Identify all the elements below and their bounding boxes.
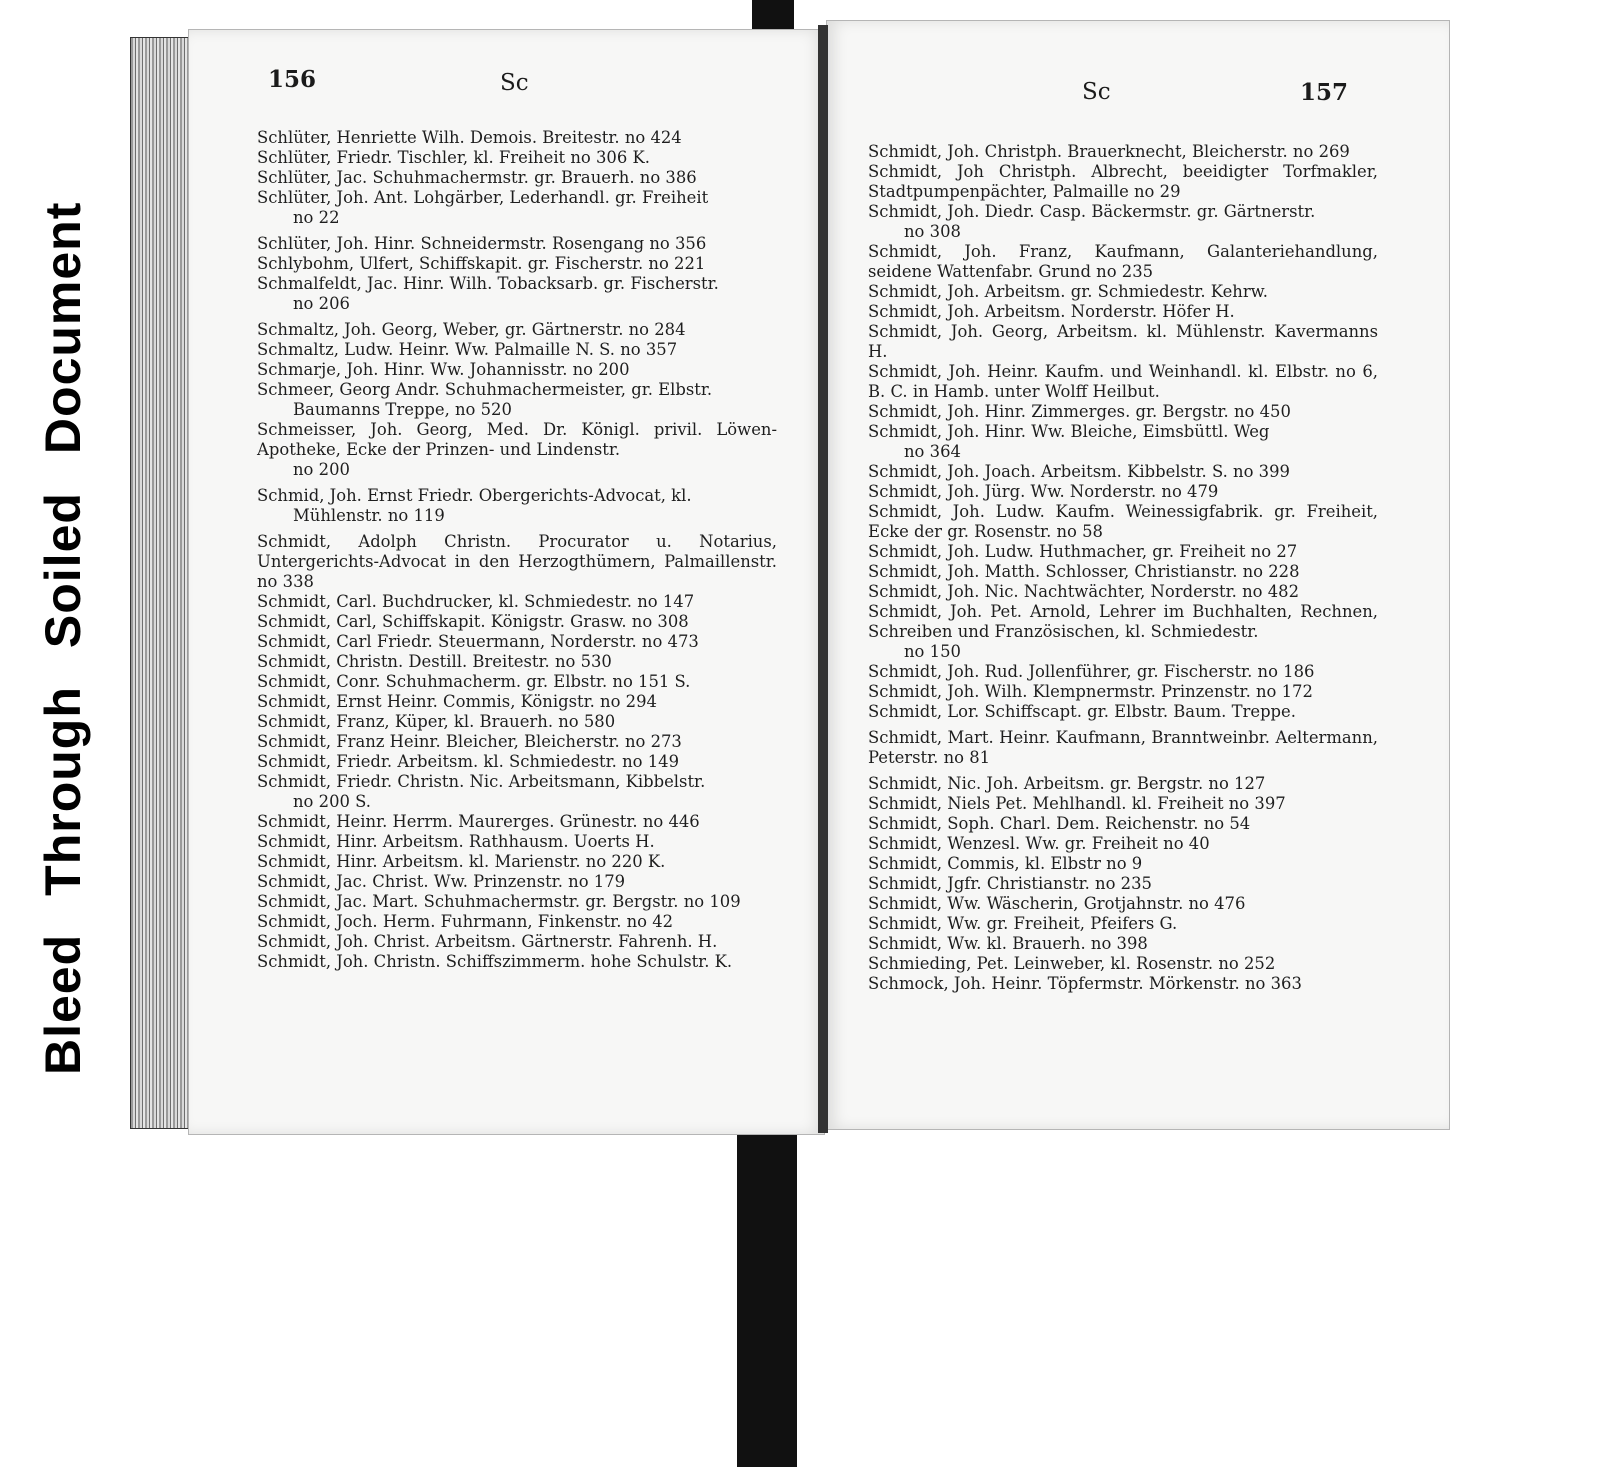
directory-entry [257, 672, 777, 692]
directory-entry [868, 602, 1378, 662]
directory-entry [257, 254, 777, 274]
entry-text: Schmidt, Joh. Jürg. Ww. Norderstr. no 479 [868, 482, 1219, 501]
directory-entry [868, 974, 1378, 994]
directory-entry [868, 874, 1378, 894]
directory-entry [868, 702, 1378, 722]
side-label-word: Soiled [35, 492, 91, 649]
entry-text: Schlüter, Friedr. Tischler, kl. Freiheit no 306 K. [257, 148, 650, 167]
entry-text: Schmidt, Ww. Wäscherin, Grotjahnstr. no 476 [868, 894, 1246, 913]
directory-entry [868, 814, 1378, 834]
directory-entry [257, 732, 777, 752]
directory-entry [257, 486, 777, 526]
side-label-word: Through [35, 686, 91, 896]
directory-entry [868, 422, 1378, 462]
entry-text: Schmidt, Ww. gr. Freiheit, Pfeifers G. [868, 914, 1178, 933]
entry-continuation: Baumanns Treppe, no 520 [293, 400, 512, 419]
entry-text: Schmidt, Carl, Schiffskapit. Königstr. Grasw. no 308 [257, 612, 689, 631]
entry-text: Schmock, Joh. Heinr. Töpfermstr. Mörkenstr. no 363 [868, 974, 1302, 993]
directory-entry [868, 282, 1378, 302]
directory-entry [257, 168, 777, 188]
directory-entry [868, 362, 1378, 402]
entry-text: Schmidt, Joh. Franz, Kaufmann, Galanteriehandlung, seidene Wattenfabr. Grund no 235 [868, 242, 1378, 281]
directory-entry [257, 832, 777, 852]
directory-entry [257, 592, 777, 612]
directory-entry [257, 812, 777, 832]
entry-continuation: Mühlenstr. no 119 [293, 506, 445, 525]
entry-text: Schmidt, Adolph Christn. Procurator u. Notarius, Untergerichts-Advocat in den Herzogthümern, Palmaillenstr. no 338 [257, 532, 777, 591]
directory-entry [257, 360, 777, 380]
entry-text: Schmidt, Mart. Heinr. Kaufmann, Branntweinbr. Aeltermann, Peterstr. no 81 [868, 728, 1378, 767]
entry-text: Schmarje, Joh. Hinr. Ww. Johannisstr. no 200 [257, 360, 630, 379]
side-label-word: Document [35, 201, 91, 455]
entry-text: Schmidt, Joh. Christn. Schiffszimmerm. hohe Schulstr. K. [257, 952, 733, 971]
directory-entry [257, 532, 777, 592]
entry-text: Schmidt, Franz Heinr. Bleicher, Bleicherstr. no 273 [257, 732, 682, 751]
right-running-head: Sc [1082, 79, 1111, 105]
entry-text: Schmidt, Nic. Joh. Arbeitsm. gr. Bergstr. no 127 [868, 774, 1266, 793]
directory-entry [868, 934, 1378, 954]
entry-text: Schmidt, Commis, kl. Elbstr no 9 [868, 854, 1143, 873]
entry-text: Schmidt, Hinr. Arbeitsm. Rathhausm. Uoerts H. [257, 832, 655, 851]
entry-text: Schmidt, Joh. Ludw. Kaufm. Weinessigfabrik. gr. Freiheit, Ecke der gr. Rosenstr. no 58 [868, 502, 1378, 541]
entry-text: Schmidt, Joh. Rud. Jollenführer, gr. Fischerstr. no 186 [868, 662, 1315, 681]
entry-text: Schmidt, Franz, Küper, kl. Brauerh. no 580 [257, 712, 616, 731]
entry-text: Schmidt, Joh. Nic. Nachtwächter, Norderstr. no 482 [868, 582, 1300, 601]
directory-entry [257, 128, 777, 148]
directory-entry [257, 148, 777, 168]
directory-entry [257, 932, 777, 952]
entry-text: Schlüter, Joh. Hinr. Schneidermstr. Rosengang no 356 [257, 234, 707, 253]
side-label [28, 75, 98, 1075]
directory-entry [868, 402, 1378, 422]
directory-entry [257, 852, 777, 872]
entry-text: Schlüter, Jac. Schuhmachermstr. gr. Brauerh. no 386 [257, 168, 697, 187]
entry-continuation: no 200 S. [293, 792, 371, 811]
directory-entry [257, 632, 777, 652]
directory-entry [257, 772, 777, 812]
entry-text: Schmidt, Friedr. Arbeitsm. kl. Schmiedestr. no 149 [257, 752, 680, 771]
entry-text: Schmidt, Niels Pet. Mehlhandl. kl. Freiheit no 397 [868, 794, 1286, 813]
entry-text: Schmidt, Joh. Arbeitsm. gr. Schmiedestr. Kehrw. [868, 282, 1268, 301]
directory-entry [257, 952, 777, 972]
entry-text: Schmidt, Carl Friedr. Steuermann, Norderstr. no 473 [257, 632, 699, 651]
directory-entry [868, 302, 1378, 322]
directory-entry [868, 774, 1378, 794]
entry-text: Schlüter, Henriette Wilh. Demois. Breitestr. no 424 [257, 128, 682, 147]
directory-entry [257, 320, 777, 340]
entry-continuation: no 150 [904, 642, 961, 661]
directory-entry [257, 892, 777, 912]
directory-entry [257, 188, 777, 228]
entry-text: Schmidt, Jac. Christ. Ww. Prinzenstr. no 179 [257, 872, 626, 891]
directory-entry [257, 872, 777, 892]
directory-entry [257, 712, 777, 732]
entry-text: Schmeisser, Joh. Georg, Med. Dr. Königl. privil. Löwen-Apotheke, Ecke der Prinzen- und Lindenstr. [257, 420, 777, 459]
right-entries-list [868, 142, 1378, 994]
directory-entry [257, 752, 777, 772]
left-running-head: Sc [500, 70, 529, 96]
entry-text: Schmidt, Lor. Schiffscapt. gr. Elbstr. Baum. Treppe. [868, 702, 1296, 721]
directory-entry [868, 502, 1378, 542]
entry-text: Schmalfeldt, Jac. Hinr. Wilh. Tobacksarb. gr. Fischerstr. [257, 274, 719, 293]
entry-continuation: no 308 [904, 222, 961, 241]
entry-text: Schmidt, Joh. Arbeitsm. Norderstr. Höfer H. [868, 302, 1235, 321]
entry-text: Schmidt, Joh. Heinr. Kaufm. und Weinhandl. kl. Elbstr. no 6, B. C. in Hamb. unter Wolff Heilbut. [868, 362, 1378, 401]
entry-text: Schmidt, Joh. Hinr. Zimmerges. gr. Bergstr. no 450 [868, 402, 1291, 421]
directory-entry [868, 482, 1378, 502]
directory-entry [257, 612, 777, 632]
directory-entry [868, 202, 1378, 242]
entry-text: Schmaltz, Joh. Georg, Weber, gr. Gärtnerstr. no 284 [257, 320, 686, 339]
entry-text: Schmeer, Georg Andr. Schuhmachermeister, gr. Elbstr. [257, 380, 713, 399]
entry-text: Schmidt, Joh. Matth. Schlosser, Christianstr. no 228 [868, 562, 1300, 581]
left-entries-list [257, 128, 777, 972]
directory-entry [868, 662, 1378, 682]
directory-entry [868, 854, 1378, 874]
entry-text: Schmidt, Conr. Schuhmacherm. gr. Elbstr. no 151 S. [257, 672, 691, 691]
entry-text: Schmidt, Joh. Georg, Arbeitsm. kl. Mühlenstr. Kavermanns H. [868, 322, 1378, 361]
page-edges [130, 37, 192, 1129]
entry-continuation: no 200 [293, 460, 350, 479]
directory-entry [868, 562, 1378, 582]
directory-entry [868, 834, 1378, 854]
entry-text: Schmidt, Jgfr. Christianstr. no 235 [868, 874, 1152, 893]
directory-entry [257, 912, 777, 932]
entry-text: Schmidt, Christn. Destill. Breitestr. no 530 [257, 652, 612, 671]
entry-text: Schmidt, Joh. Christph. Brauerknecht, Bleicherstr. no 269 [868, 142, 1350, 161]
right-page-number: 157 [1300, 79, 1349, 106]
directory-entry [868, 794, 1378, 814]
directory-entry [868, 142, 1378, 162]
entry-text: Schlüter, Joh. Ant. Lohgärber, Lederhandl. gr. Freiheit [257, 188, 709, 207]
directory-entry [868, 582, 1378, 602]
directory-entry [257, 380, 777, 420]
directory-entry [868, 242, 1378, 282]
directory-entry [868, 728, 1378, 768]
directory-entry [257, 340, 777, 360]
side-label-word: Bleed [35, 933, 91, 1075]
entry-continuation: no 206 [293, 294, 350, 313]
spine-bottom [737, 1128, 797, 1467]
entry-text: Schmidt, Wenzesl. Ww. gr. Freiheit no 40 [868, 834, 1210, 853]
directory-entry [868, 914, 1378, 934]
directory-entry [868, 162, 1378, 202]
entry-text: Schmidt, Soph. Charl. Dem. Reichenstr. no 54 [868, 814, 1251, 833]
entry-text: Schmidt, Joh. Joach. Arbeitsm. Kibbelstr. S. no 399 [868, 462, 1290, 481]
directory-entry [868, 542, 1378, 562]
entry-text: Schmidt, Joh. Diedr. Casp. Bäckermstr. gr. Gärtnerstr. [868, 202, 1316, 221]
entry-text: Schmidt, Joh. Christ. Arbeitsm. Gärtnerstr. Fahrenh. H. [257, 932, 718, 951]
entry-text: Schmidt, Joh. Ludw. Huthmacher, gr. Freiheit no 27 [868, 542, 1298, 561]
entry-text: Schmidt, Joh. Wilh. Klempnermstr. Prinzenstr. no 172 [868, 682, 1313, 701]
directory-entry [868, 682, 1378, 702]
entry-text: Schmidt, Friedr. Christn. Nic. Arbeitsmann, Kibbelstr. [257, 772, 706, 791]
directory-entry [868, 954, 1378, 974]
directory-entry [257, 234, 777, 254]
entry-text: Schmaltz, Ludw. Heinr. Ww. Palmaille N. S. no 357 [257, 340, 678, 359]
entry-continuation: no 22 [293, 208, 340, 227]
directory-entry [868, 322, 1378, 362]
entry-text: Schmidt, Joch. Herm. Fuhrmann, Finkenstr. no 42 [257, 912, 674, 931]
entry-text: Schmidt, Joh. Pet. Arnold, Lehrer im Buchhalten, Rechnen, Schreiben und Französischen, kl. Schmiedestr. [868, 602, 1378, 641]
entry-continuation: no 364 [904, 442, 961, 461]
entry-text: Schmidt, Hinr. Arbeitsm. kl. Marienstr. no 220 K. [257, 852, 666, 871]
entry-text: Schmidt, Joh. Hinr. Ww. Bleiche, Eimsbüttl. Weg [868, 422, 1270, 441]
entry-text: Schmidt, Heinr. Herrm. Maurerges. Grünestr. no 446 [257, 812, 700, 831]
directory-entry [257, 692, 777, 712]
directory-entry [257, 420, 777, 480]
directory-entry [257, 652, 777, 672]
entry-text: Schmidt, Ernst Heinr. Commis, Königstr. no 294 [257, 692, 657, 711]
book-gutter [818, 25, 828, 1133]
entry-text: Schmidt, Jac. Mart. Schuhmachermstr. gr. Bergstr. no 109 [257, 892, 741, 911]
entry-text: Schmidt, Joh Christph. Albrecht, beeidigter Torfmakler, Stadtpumpenpächter, Palmaille no 29 [868, 162, 1378, 201]
directory-entry [868, 462, 1378, 482]
entry-text: Schmieding, Pet. Leinweber, kl. Rosenstr. no 252 [868, 954, 1276, 973]
left-page-number: 156 [268, 66, 317, 93]
entry-text: Schlybohm, Ulfert, Schiffskapit. gr. Fischerstr. no 221 [257, 254, 706, 273]
entry-text: Schmid, Joh. Ernst Friedr. Obergerichts-Advocat, kl. [257, 486, 692, 505]
directory-entry [868, 894, 1378, 914]
directory-entry [257, 274, 777, 314]
entry-text: Schmidt, Ww. kl. Brauerh. no 398 [868, 934, 1148, 953]
entry-text: Schmidt, Carl. Buchdrucker, kl. Schmiedestr. no 147 [257, 592, 695, 611]
